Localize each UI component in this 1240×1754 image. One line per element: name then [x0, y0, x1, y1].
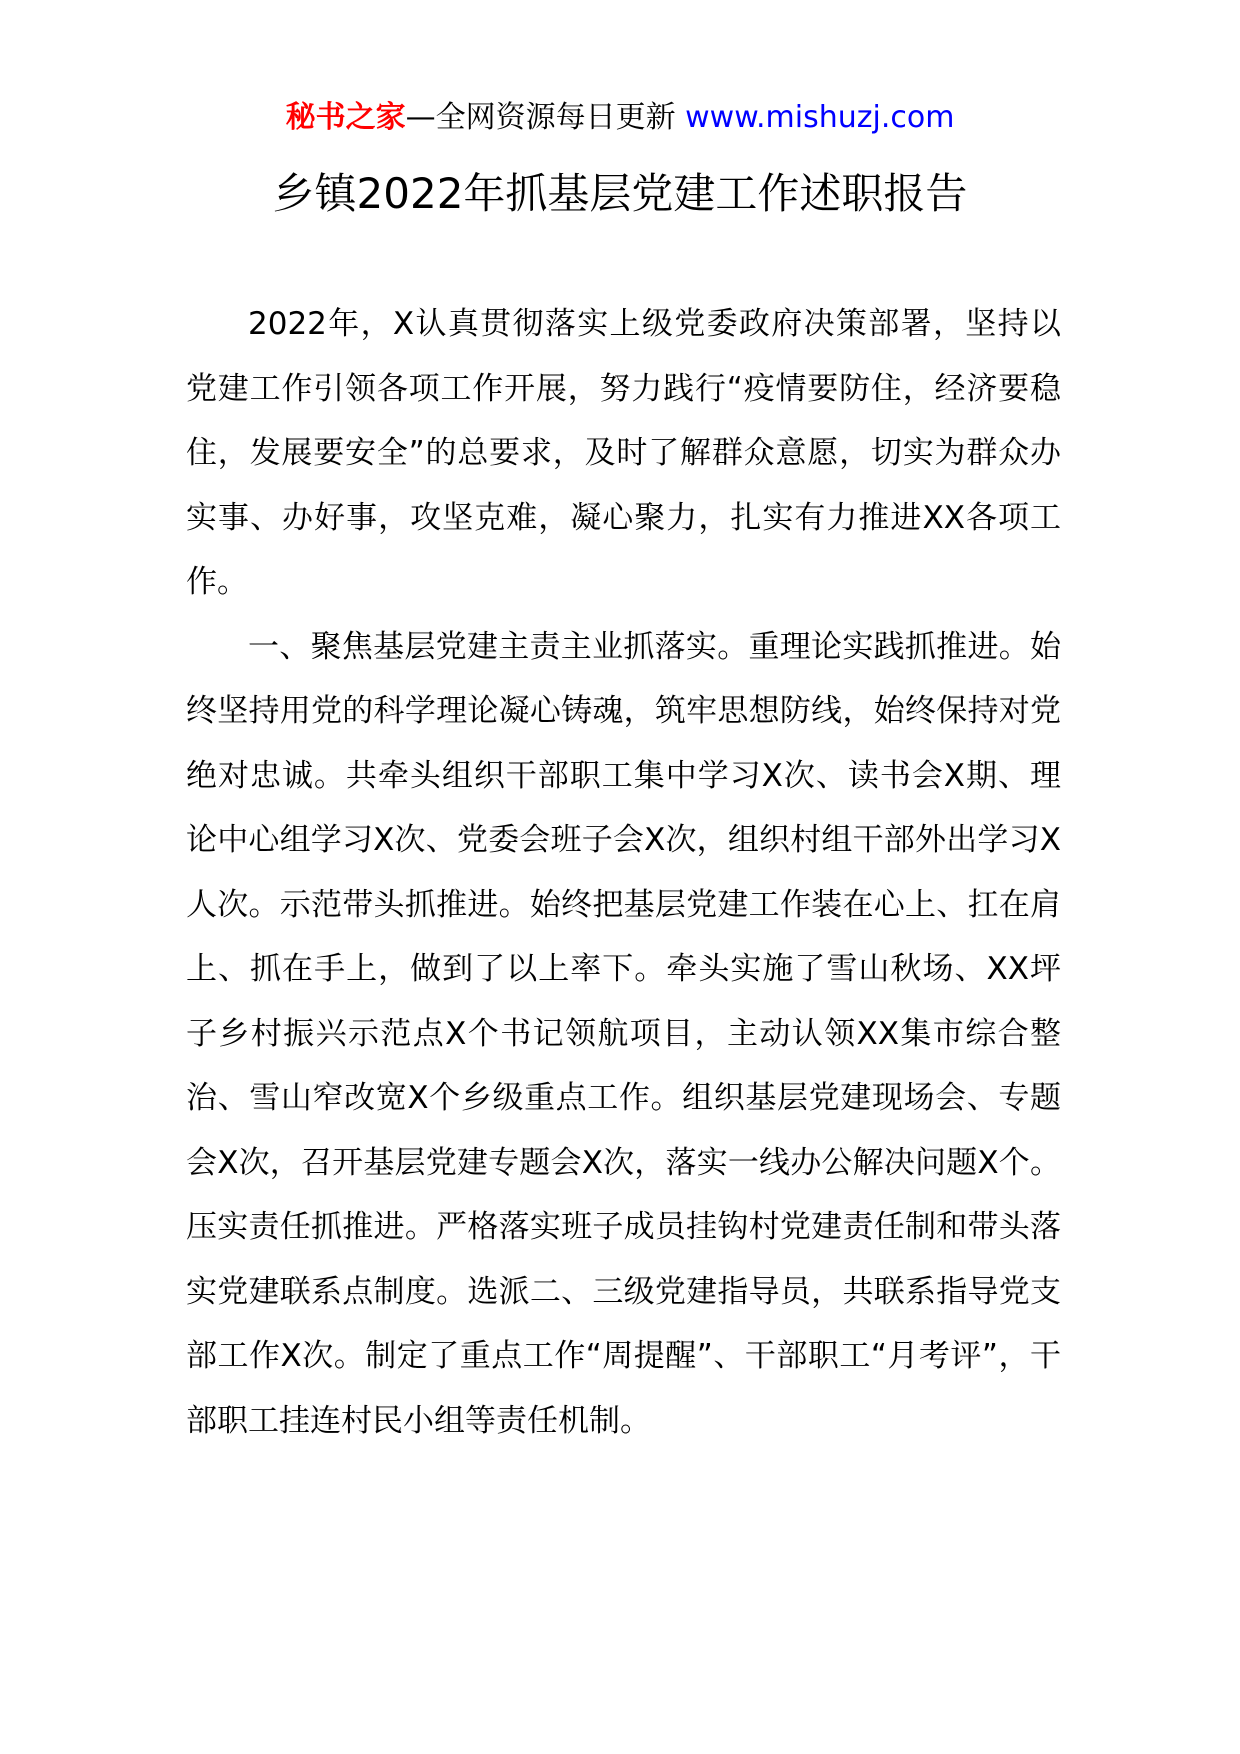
- document-title: 乡镇2022年抓基层党建工作述职报告: [272, 169, 968, 218]
- banner-tagline: —全网资源每日更新: [405, 100, 676, 135]
- paragraph-intro: 2022年，X认真贯彻落实上级党委政府决策部署，坚持以党建工作引领各项工作开展，努力践行“疫情要防住，经济要稳住，发展要安全”的总要求，及时了解群众意愿，切实为群众办实事、办好事，攻坚克难，凝心聚力，扎实有力推进XX各项工作。: [186, 306, 1061, 600]
- brand-name: 秘书之家: [285, 100, 406, 135]
- site-banner: [0, 98, 1240, 138]
- document-body: [186, 292, 1061, 1453]
- site-url: www.mishuzj.com: [685, 100, 955, 135]
- paragraph-section-one: 一、聚焦基层党建主责主业抓落实。重理论实践抓推进。始终坚持用党的科学理论凝心铸魂，筑牢思想防线，始终保持对党绝对忠诚。共牵头组织干部职工集中学习X次、读书会X期、理论中心组学习X次、党委会班子会X次，组织村组干部外出学习X人次。示范带头抓推进。始终把基层党建工作装在心上、扛在肩上、抓在手上，做到了以上率下。牵头实施了雪山秋场、XX坪子乡村振兴示范点X个书记领航项目，主动认领XX集市综合整治、雪山窄改宽X个乡级重点工作。组织基层党建现场会、专题会X次，召开基层党建专题会X次，落实一线办公解决问题X个。压实责任抓推进。严格落实班子成员挂钩村党建责任制和带头落实党建联系点制度。选派二、三级党建指导员，共联系指导党支部工作X次。制定了重点工作“周提醒”、干部职工“月考评”，干部职工挂连村民小组等责任机制。: [186, 628, 1061, 1439]
